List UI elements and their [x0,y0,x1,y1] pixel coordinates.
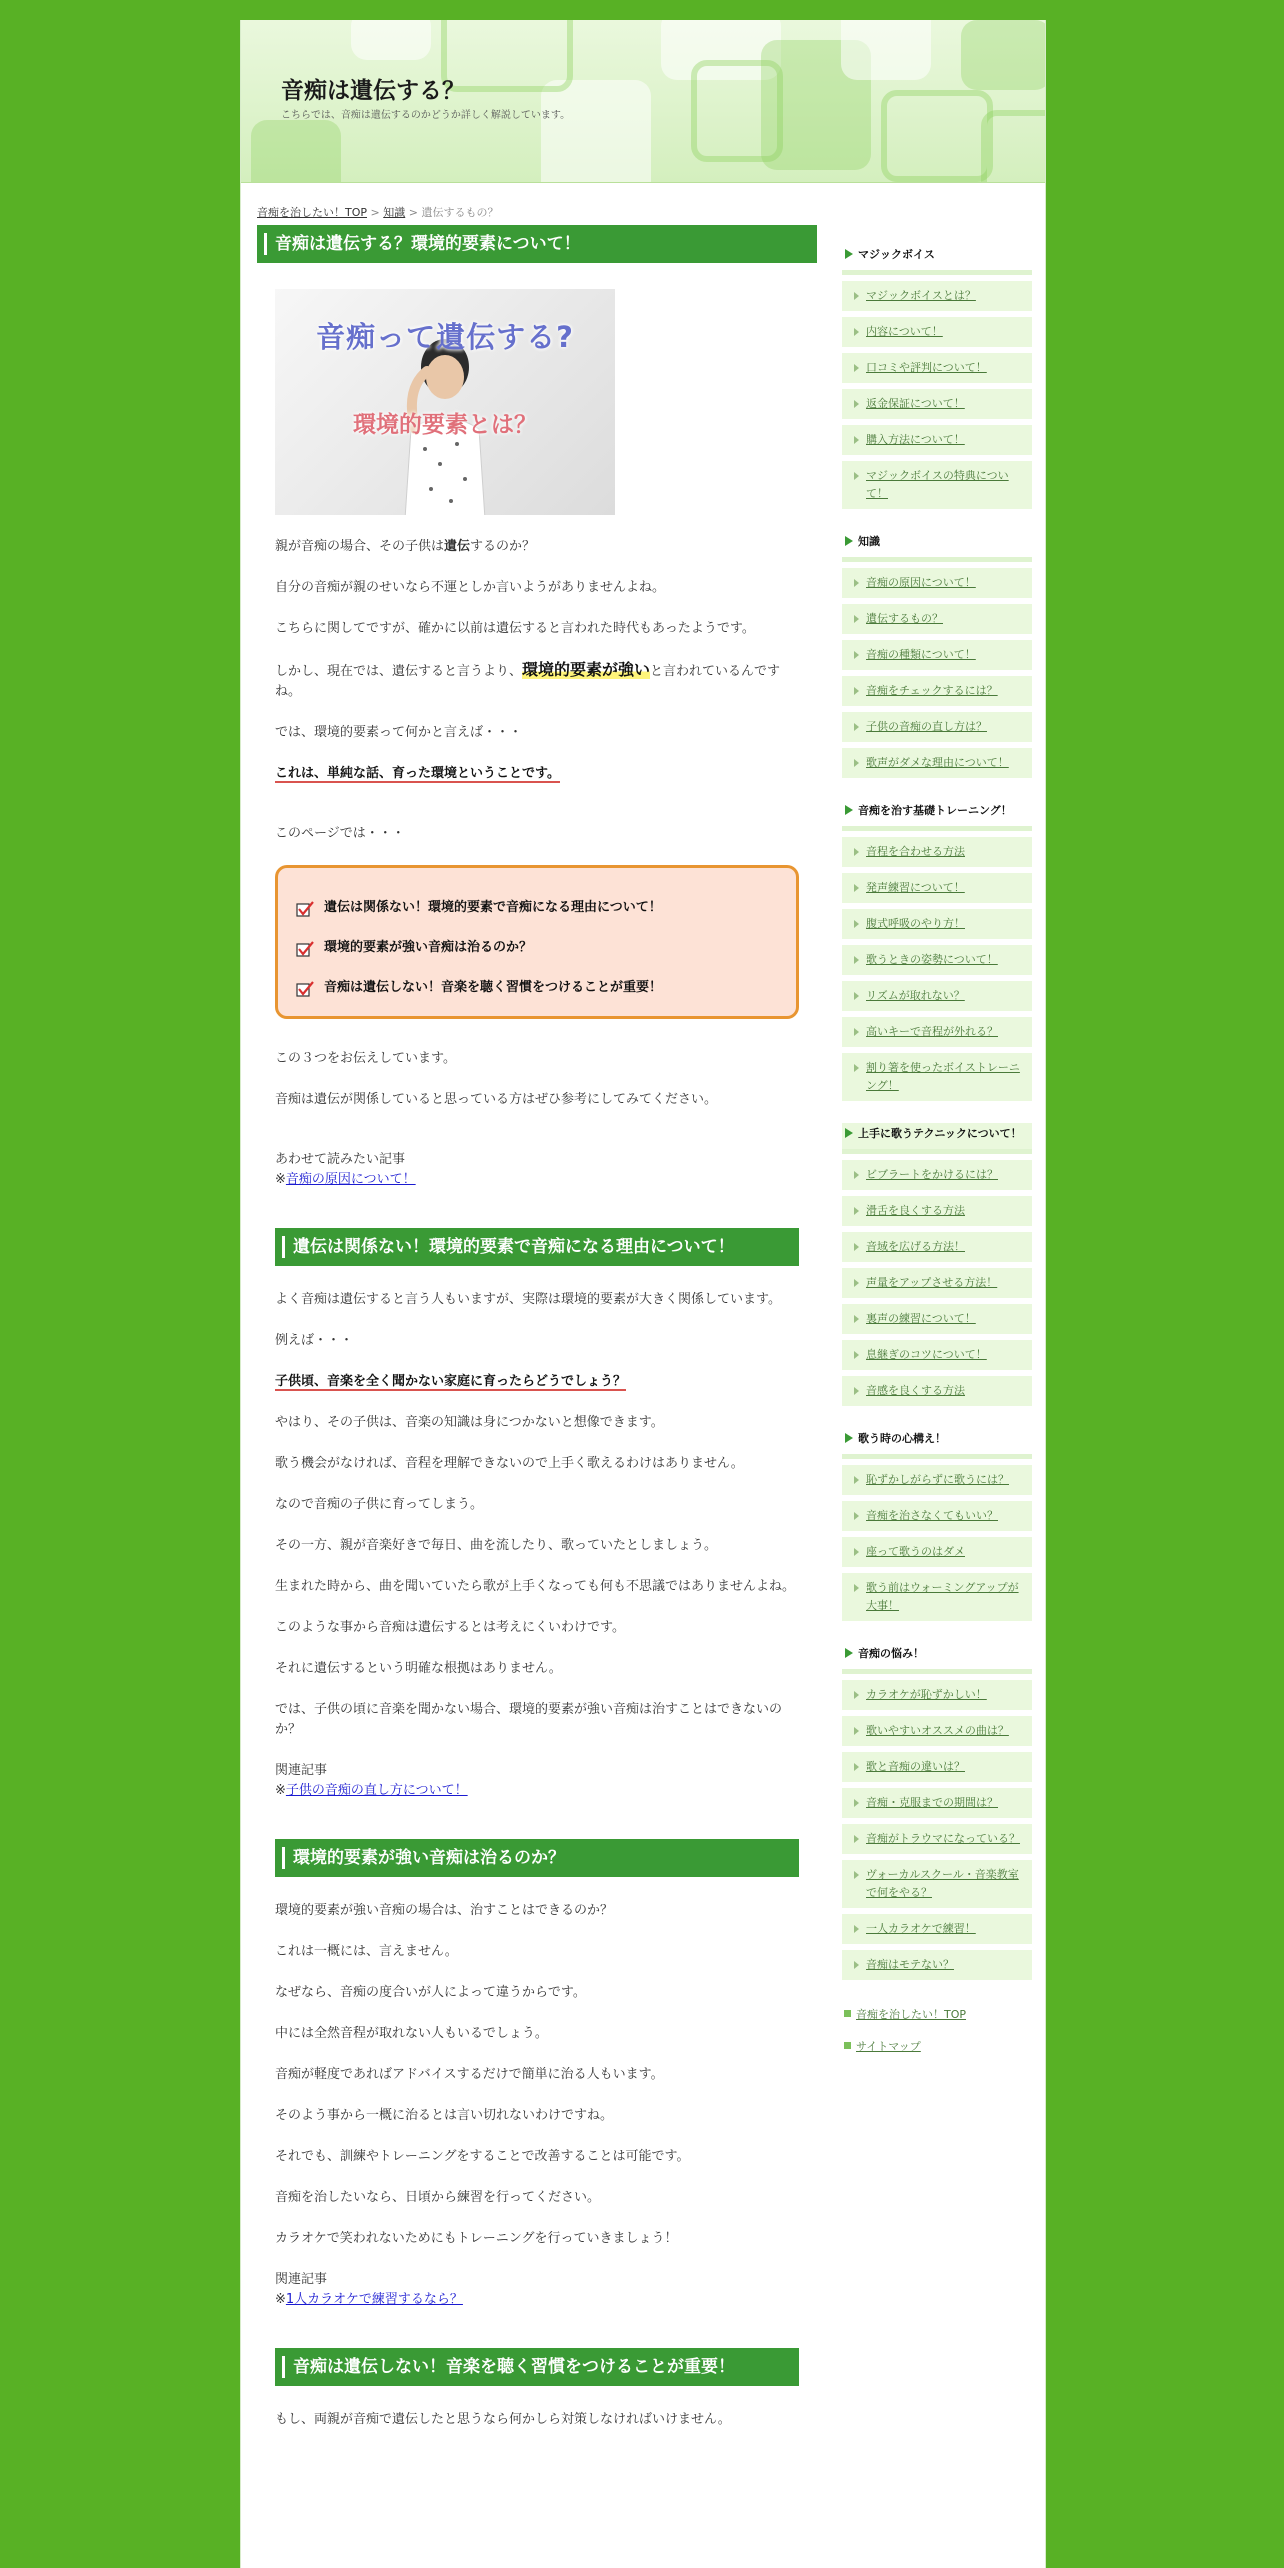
checkbox-checked-icon [296,901,314,917]
site-description: こちらでは、音痴は遺伝するのかどうか詳しく解説しています。 [281,110,571,121]
sidebar-item[interactable] [842,281,1032,311]
sidebar-heading: 音痴の悩み！ [842,1643,1032,1674]
sidebar-item[interactable] [842,1304,1032,1334]
intro-paragraph: 自分の音痴が親のせいなら不運としか言いようがありませんよね。 [275,580,666,595]
sidebar-list [842,1680,1032,1980]
main-column [257,225,817,2451]
sidebar-item[interactable] [842,1788,1032,1818]
sidebar-link[interactable]: 裏声の練習について！ [866,1312,976,1325]
sidebar-item[interactable] [842,1465,1032,1495]
paragraph: なので音痴の子供に育ってしまう。 [275,1497,484,1512]
paragraph: 歌う機会がなければ、音程を理解できないので上手く歌えるわけはありません。 [275,1456,744,1471]
breadcrumb [257,204,498,220]
breadcrumb-current: 遺伝するもの？ [421,206,499,219]
sidebar-list [842,568,1032,778]
sidebar-item[interactable] [842,1914,1032,1944]
sidebar-item[interactable] [842,389,1032,419]
text: 親が音痴の場合、その子供は [275,539,445,554]
paragraph: それに遺伝するという明確な根拠はありません。 [275,1661,562,1676]
sidebar-link[interactable]: 声量をアップさせる方法！ [866,1276,998,1289]
toc-item-label: 遺伝は関係ない！環境的要素で音痴になる理由について！ [324,900,662,915]
paragraph [275,1372,799,1392]
intro-paragraph: このページでは・・・ [275,826,405,841]
sidebar-link[interactable]: 高いキーで音程が外れる？ [866,1025,998,1038]
header-decoration [251,120,341,183]
sidebar-link[interactable]: 発声練習について！ [866,881,965,894]
sidebar-link[interactable]: 歌と音痴の違いは？ [866,1760,965,1773]
intro-paragraph: こちらに関してですが、確かに以前は遺伝すると言われた時代もあったようです。 [275,621,755,636]
sidebar-list [842,1465,1032,1621]
sidebar-link[interactable]: 音痴の種類について！ [866,648,976,661]
sidebar-item[interactable] [842,461,1032,509]
sidebar-item[interactable] [842,1196,1032,1226]
sidebar-heading: 上手に歌うテクニックについて！ [842,1123,1032,1154]
related-link[interactable]: 1人カラオケで練習するなら？ [285,2292,463,2307]
sidebar-heading: マジックボイス [842,244,1032,275]
checkbox-checked-icon [296,941,314,957]
sidebar-item[interactable] [842,1824,1032,1854]
sidebar-link[interactable]: 息継ぎのコツについて！ [866,1348,987,1361]
sidebar-link[interactable]: 遺伝するもの？ [866,612,943,625]
related-prefix: ※ [275,1783,286,1798]
checkbox-checked-icon [296,981,314,997]
toc-item-label: 音痴は遺伝しない！音楽を聴く習慣をつけることが重要！ [324,980,663,995]
sidebar-link[interactable]: 音域を広げる方法！ [866,1240,965,1253]
breadcrumb-category-link[interactable]: 知識 [383,206,406,219]
site-header [241,20,1045,183]
sidebar-link[interactable]: 歌う前はウォーミングアップが大事！ [866,1581,1019,1612]
sidebar-footer-item[interactable] [842,2034,1032,2066]
related-article [275,2270,799,2310]
sidebar-link[interactable]: 音痴の原因について！ [866,576,976,589]
sidebar-link[interactable]: 音程を合わせる方法 [866,845,965,858]
sidebar-item[interactable] [842,1268,1032,1298]
sidebar-item[interactable] [842,1017,1032,1047]
sidebar-item[interactable] [842,676,1032,706]
sidebar-item[interactable] [842,1160,1032,1190]
paragraph: もし、両親が音痴で遺伝したと思うなら何かしら対策しなければいけません。 [275,2412,731,2427]
sidebar-heading: 知識 [842,531,1032,562]
sidebar-link[interactable]: 腹式呼吸のやり方！ [866,917,965,930]
section-heading: 環境的要素が強い音痴は治るのか？ [275,1839,799,1877]
paragraph: なぜなら、音痴の度合いが人によって違うからです。 [275,1985,586,2000]
intro-paragraph: では、環境的要素って何かと言えば・・・ [275,725,523,740]
paragraph: カラオケで笑われないためにもトレーニングを行っていきましょう！ [275,2231,678,2246]
related-prefix: ※ [275,2292,286,2307]
sidebar-link[interactable]: 音痴を治さなくてもいい？ [866,1509,998,1522]
sidebar-item[interactable] [842,748,1032,778]
sidebar-link[interactable]: 音痴・克服までの期間は？ [866,1796,998,1809]
sidebar-item[interactable] [842,1376,1032,1406]
breadcrumb-home-link[interactable]: 音痴を治したい！TOP [257,206,368,219]
paragraph: それでも、訓練やトレーニングをすることで改善することは可能です。 [275,2149,690,2164]
paragraph: 音痴を治したいなら、日頃から練習を行ってください。 [275,2190,601,2205]
paragraph: 生まれた時から、曲を聞いていたら歌が上手くなっても何も不思議ではありませんよね。 [275,1579,796,1594]
sidebar-item[interactable] [842,1716,1032,1746]
sidebar-link[interactable]: 滑舌を良くする方法 [866,1204,965,1217]
related-label: 関連記事 [275,1763,328,1778]
hero-image [275,289,615,515]
toc-item-label: 環境的要素が強い音痴は治るのか？ [324,940,533,955]
related-label: 関連記事 [275,2272,328,2287]
paragraph: 中には全然音程が取れない人もいるでしょう。 [275,2026,548,2041]
sidebar-footer-links [842,2002,1032,2066]
sidebar-item[interactable] [842,1752,1032,1782]
related-label: あわせて読みたい記事 [275,1152,406,1167]
paragraph: その一方、親が音楽好きで毎日、曲を流したり、歌っていたとしましょう。 [275,1538,718,1553]
sidebar-link[interactable]: 割り箸を使ったボイストレーニング！ [866,1061,1020,1092]
sidebar-link[interactable]: 歌声がダメな理由について！ [866,756,1009,769]
sidebar-item[interactable] [842,1950,1032,1980]
sidebar-link[interactable]: 恥ずかしがらずに歌うには？ [866,1473,1009,1486]
sidebar-item[interactable] [842,1573,1032,1621]
sidebar-item[interactable] [842,353,1032,383]
sidebar-item[interactable] [842,909,1032,939]
sidebar-link[interactable]: 子供の音痴の直し方は？ [866,720,987,733]
paragraph: 環境的要素が強い音痴の場合は、治すことはできるのか？ [275,1903,614,1918]
paragraph: この３つをお伝えしています。 [275,1051,456,1066]
sidebar-link[interactable]: ビブラートをかけるには？ [866,1168,998,1181]
sidebar-link[interactable]: ヴォーカルスクール・音楽教室で何をやる？ [866,1868,1019,1899]
sidebar-link[interactable]: 購入方法について！ [866,433,965,446]
sidebar-link[interactable]: 歌いやすいオススメの曲は？ [866,1724,1009,1737]
header-decoration [961,20,1045,90]
sidebar-item[interactable] [842,873,1032,903]
sidebar-footer-item[interactable] [842,2002,1032,2034]
breadcrumb-separator: > [405,206,422,219]
sidebar-link[interactable]: カラオケが恥ずかしい！ [866,1688,987,1701]
related-link[interactable]: 音痴の原因について！ [285,1172,416,1187]
sidebar-link[interactable]: マジックボイスとは？ [866,289,976,302]
hero-text-line1: 音痴って遺伝する? [316,320,574,354]
header-decoration [981,110,1045,183]
text: しかし、現在では、遺伝すると言うより、 [275,664,523,679]
sidebar-item[interactable] [842,1340,1032,1370]
sidebar [842,244,1032,2066]
paragraph: やはり、その子供は、音楽の知識は身につかないと想像できます。 [275,1415,664,1430]
sidebar-item[interactable] [842,1860,1032,1908]
underlined-text: これは、単純な話、育った環境ということです。 [275,766,560,781]
text: するのか？ [470,539,536,554]
intro-paragraph [275,660,799,702]
hero-text-line2: 環境的要素とは？ [353,412,537,438]
sidebar-item[interactable] [842,945,1032,975]
sidebar-footer-link[interactable]: サイトマップ [856,2040,921,2053]
paragraph: 例えば・・・ [275,1333,354,1348]
sidebar-item[interactable] [842,712,1032,742]
toc-item[interactable] [296,978,778,998]
sidebar-list [842,837,1032,1101]
intro-paragraph [275,764,799,784]
sidebar-item[interactable] [842,317,1032,347]
sidebar-item[interactable] [842,837,1032,867]
sidebar-item[interactable] [842,1680,1032,1710]
related-article [275,1150,799,1190]
paragraph: これは一概には、言えません。 [275,1944,458,1959]
sidebar-item[interactable] [842,1053,1032,1101]
related-prefix: ※ [275,1172,286,1187]
paragraph: よく音痴は遺伝すると言う人もいますが、実際は環境的要素が大きく関係しています。 [275,1292,781,1307]
header-decoration [841,20,931,80]
header-decoration [351,20,431,60]
sidebar-link[interactable]: 歌うときの姿勢について！ [866,953,998,966]
sidebar-item[interactable] [842,425,1032,455]
paragraph: このような事から音痴は遺伝するとは考えにくいわけです。 [275,1620,625,1635]
sidebar-item[interactable] [842,1537,1032,1567]
sidebar-item[interactable] [842,1232,1032,1262]
sidebar-item[interactable] [842,640,1032,670]
sidebar-link[interactable]: 音痴がトラウマになっている？ [866,1832,1020,1845]
sidebar-link[interactable]: 音痴はモテない？ [866,1958,954,1971]
sidebar-link[interactable]: 一人カラオケで練習！ [866,1922,976,1935]
paragraph: 音痴が軽度であればアドバイスするだけで簡単に治る人もいます。 [275,2067,664,2082]
sidebar-link[interactable]: 返金保証について！ [866,397,965,410]
header-decoration [881,90,993,182]
sidebar-item[interactable] [842,604,1032,634]
sidebar-footer-link[interactable]: 音痴を治したい！TOP [856,2008,967,2021]
underlined-text: 子供頃、音楽を全く聞かない家庭に育ったらどうでしょう？ [275,1374,627,1389]
article-title: 音痴は遺伝する？環境的要素について！ [257,225,817,263]
page-container [240,20,1046,2568]
intro-paragraph [275,537,799,557]
sidebar-item[interactable] [842,568,1032,598]
sidebar-link[interactable]: 内容について！ [866,325,943,338]
sidebar-item[interactable] [842,981,1032,1011]
emphasis: 遺伝 [444,539,471,554]
toc-item[interactable] [296,898,778,918]
section-heading: 遺伝は関係ない！環境的要素で音痴になる理由について！ [275,1228,799,1266]
sidebar-heading: 音痴を治す基礎トレーニング！ [842,800,1032,831]
sidebar-link[interactable]: リズムが取れない？ [866,989,965,1002]
paragraph: そのよう事から一概に治るとは言い切れないわけですね。 [275,2108,614,2123]
sidebar-link[interactable]: 音痴をチェックするには？ [866,684,998,697]
sidebar-list [842,1160,1032,1406]
sidebar-link[interactable]: 座って歌うのはダメ [866,1545,965,1558]
toc-item[interactable] [296,938,778,958]
paragraph: 音痴は遺伝が関係していると思っている方はぜひ参考にしてみてください。 [275,1092,718,1107]
sidebar-item[interactable] [842,1501,1032,1531]
highlighted-text: 環境的要素が強い [522,660,651,679]
sidebar-link[interactable]: 音感を良くする方法 [866,1384,965,1397]
header-decoration [541,80,651,183]
related-link[interactable]: 子供の音痴の直し方について！ [285,1783,468,1798]
related-article [275,1761,799,1801]
sidebar-link[interactable]: 口コミや評判について！ [866,361,987,374]
paragraph: では、子供の頃に音楽を聞かない場合、環境的要素が強い音痴は治すことはできないのか？ [275,1702,783,1737]
section-heading: 音痴は遺伝しない！音楽を聴く習慣をつけることが重要！ [275,2348,799,2386]
sidebar-list [842,281,1032,509]
article-body [257,289,817,2430]
text: と言われているんですね。 [275,664,781,699]
sidebar-link[interactable]: マジックボイスの特典について！ [866,469,1009,500]
site-title[interactable]: 音痴は遺伝する？ [281,78,465,104]
breadcrumb-separator: > [367,206,384,219]
table-of-contents [275,865,799,1019]
sidebar-heading: 歌う時の心構え！ [842,1428,1032,1459]
